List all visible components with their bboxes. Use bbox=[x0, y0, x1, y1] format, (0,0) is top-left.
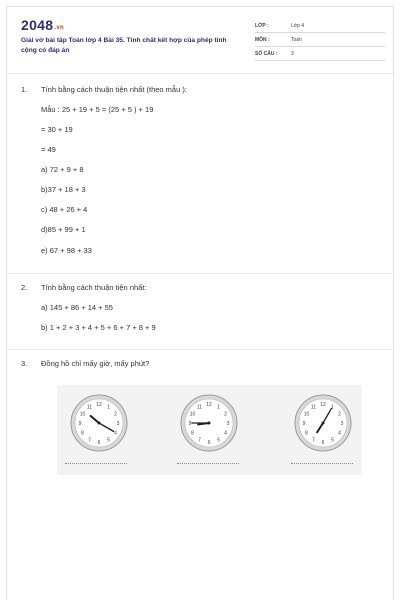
meta-value: Lớp 4 bbox=[291, 23, 305, 29]
clock-number: 9 bbox=[188, 421, 192, 427]
clock-number: 12 bbox=[96, 402, 102, 408]
clock-face bbox=[179, 393, 239, 453]
exercise-line: c) 48 + 26 + 4 bbox=[41, 205, 88, 214]
meta-value: 3 bbox=[291, 51, 294, 57]
clock-number: 10 bbox=[79, 411, 86, 418]
clock-number: 5 bbox=[331, 437, 334, 444]
clock-face bbox=[69, 393, 129, 453]
answer-blank[interactable] bbox=[177, 463, 239, 464]
clock-number: 7 bbox=[88, 437, 91, 444]
clock-panel bbox=[57, 385, 362, 475]
clock-number: 9 bbox=[302, 421, 306, 427]
site-logo[interactable] bbox=[21, 17, 64, 33]
clock-number: 5 bbox=[107, 437, 110, 444]
clock-center bbox=[208, 422, 211, 425]
clock-number: 10 bbox=[303, 411, 310, 418]
clock-number: 8 bbox=[191, 430, 194, 437]
clock-number: 4 bbox=[338, 430, 341, 437]
exercise-line: a) 145 + 86 + 14 + 55 bbox=[41, 303, 113, 312]
clock-number: 8 bbox=[81, 430, 84, 437]
meta-label: MÔN : bbox=[255, 37, 270, 43]
clock-number: 1 bbox=[331, 404, 334, 411]
clock-number: 9 bbox=[78, 421, 82, 427]
clock-number: 8 bbox=[305, 430, 308, 437]
header bbox=[7, 7, 395, 69]
section-divider bbox=[7, 349, 395, 350]
answer-blank[interactable] bbox=[65, 463, 127, 464]
meta-value: Toán bbox=[291, 37, 302, 43]
clock-number: 3 bbox=[226, 421, 230, 427]
clock-number: 4 bbox=[224, 430, 227, 437]
exercise-line: b) 1 + 2 + 3 + 4 + 5 + 6 + 7 + 8 + 9 bbox=[41, 323, 156, 332]
example-line: = 49 bbox=[41, 145, 56, 154]
clock-center bbox=[98, 422, 101, 425]
worksheet bbox=[6, 6, 394, 600]
meta-row-grade bbox=[255, 19, 385, 33]
clock-number: 12 bbox=[206, 402, 212, 408]
clock-number: 11 bbox=[86, 404, 93, 411]
clock-number: 6 bbox=[321, 440, 325, 446]
question-number: 2. bbox=[21, 283, 28, 292]
clock-center bbox=[322, 422, 325, 425]
clock-number: 1 bbox=[107, 404, 110, 411]
question-text: Đồng hồ chỉ mấy giờ, mấy phút? bbox=[41, 359, 150, 368]
clock-number: 7 bbox=[312, 437, 315, 444]
clock-number: 7 bbox=[198, 437, 201, 444]
meta-row-count bbox=[255, 47, 385, 61]
answer-blank[interactable] bbox=[291, 463, 353, 464]
clock-number: 2 bbox=[224, 411, 227, 418]
clock-number: 5 bbox=[217, 437, 220, 444]
exercise-line: d)85 + 99 + 1 bbox=[41, 225, 86, 234]
example-line: = 30 + 19 bbox=[41, 125, 73, 134]
meta-table bbox=[255, 19, 385, 61]
clock-number: 2 bbox=[338, 411, 341, 418]
clock-number: 12 bbox=[320, 402, 326, 408]
document-title: Giải vở bài tập Toán lớp 4 Bài 35. Tính chất kết hợp của phép tính cộng có đáp án bbox=[21, 37, 227, 54]
clock-face bbox=[293, 393, 353, 453]
clock-number: 6 bbox=[207, 440, 211, 446]
clock-number: 3 bbox=[116, 421, 120, 427]
section-divider bbox=[7, 273, 395, 274]
clock-number: 4 bbox=[114, 430, 117, 437]
clock-number: 1 bbox=[217, 404, 220, 411]
question-number: 3. bbox=[21, 359, 28, 368]
meta-label: SỐ CÂU : bbox=[255, 51, 278, 57]
clock-number: 2 bbox=[114, 411, 117, 418]
logo-text: 2048 bbox=[21, 17, 54, 33]
header-divider bbox=[7, 73, 395, 74]
question-number: 1. bbox=[21, 85, 28, 94]
meta-label: LỚP : bbox=[255, 23, 269, 29]
exercise-line: e) 67 + 98 + 33 bbox=[41, 246, 92, 255]
exercise-line: a) 72 + 9 + 8 bbox=[41, 165, 84, 174]
exercise-line: b)37 + 18 + 3 bbox=[41, 185, 86, 194]
clock-number: 11 bbox=[196, 404, 203, 411]
clock-number: 3 bbox=[340, 421, 344, 427]
question-text: Tính bằng cách thuận tiện nhất: bbox=[41, 283, 147, 292]
clock-number: 11 bbox=[310, 404, 317, 411]
logo-suffix: .vn bbox=[54, 25, 64, 31]
example-line: Mẫu : 25 + 19 + 5 = (25 + 5 ) + 19 bbox=[41, 105, 154, 114]
meta-row-subject bbox=[255, 33, 385, 47]
clock-number: 6 bbox=[97, 440, 101, 446]
question-text: Tính bằng cách thuận tiện nhất (theo mẫu ): bbox=[41, 85, 187, 94]
clock-number: 10 bbox=[189, 411, 196, 418]
